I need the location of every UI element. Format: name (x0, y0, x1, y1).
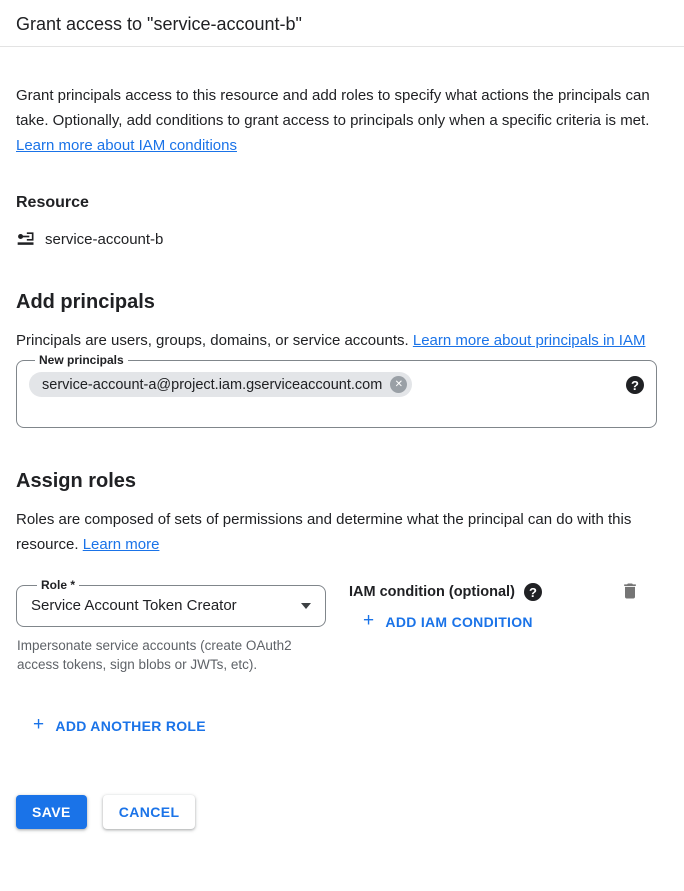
role-column (16, 578, 326, 674)
iam-condition-label: IAM condition (optional) (349, 584, 515, 600)
dialog-body (0, 83, 684, 736)
add-another-role-button[interactable] (33, 716, 206, 735)
role-select[interactable] (16, 578, 326, 627)
role-select-inner (31, 597, 313, 614)
iam-condition-help-icon[interactable]: ? (524, 583, 542, 601)
iam-condition-column (349, 578, 620, 632)
cancel-button[interactable]: CANCEL (103, 795, 196, 829)
dialog-title: Grant access to "service-account-b" (16, 14, 302, 34)
role-row (16, 578, 657, 674)
header-divider (0, 46, 684, 47)
trash-icon (620, 581, 640, 601)
new-principals-label: New principals (39, 353, 124, 367)
add-principals-description-text: Principals are users, groups, domains, or service accounts. (16, 332, 409, 349)
dialog-footer (0, 795, 684, 829)
intro-paragraph (16, 83, 657, 158)
role-select-label: Role * (41, 578, 76, 592)
role-selected-value: Service Account Token Creator (31, 597, 237, 614)
add-principals-heading: Add principals (16, 291, 155, 313)
add-principals-description (16, 328, 657, 353)
add-iam-condition-button[interactable] (363, 612, 533, 631)
dropdown-arrow-icon (301, 603, 311, 609)
assign-roles-heading: Assign roles (16, 470, 137, 492)
add-another-role-label: ADD ANOTHER ROLE (55, 717, 206, 734)
iam-conditions-link[interactable]: Learn more about IAM conditions (16, 137, 237, 154)
assign-roles-description (16, 507, 657, 557)
principal-chip-value: service-account-a@project.iam.gserviceaccount.com (42, 376, 383, 393)
dialog-header (0, 0, 684, 46)
resource-heading: Resource (16, 194, 89, 211)
principals-help-icon[interactable]: ? (626, 376, 644, 394)
plus-icon: + (363, 610, 375, 631)
save-button[interactable]: SAVE (16, 795, 87, 829)
plus-icon: + (33, 714, 45, 735)
principal-chip[interactable] (29, 372, 412, 397)
resource-row (16, 229, 657, 249)
intro-text: Grant principals access to this resource and add roles to specify what actions the principals can take. Optionally, add conditions to grant access to principals only when a specific criteria is met. (16, 87, 650, 129)
service-account-icon (16, 229, 36, 249)
add-iam-condition-label: ADD IAM CONDITION (385, 613, 533, 630)
resource-name: service-account-b (45, 230, 164, 248)
iam-condition-label-row (349, 583, 620, 601)
delete-role-button[interactable] (620, 581, 640, 601)
assign-roles-description-text: Roles are composed of sets of permissions and determine what the principal can do with this resource. (16, 511, 632, 553)
principals-learn-more-link[interactable]: Learn more about principals in IAM (412, 332, 646, 349)
role-helper-text: Impersonate service accounts (create OAuth2 access tokens, sign blobs or JWTs, etc). (17, 638, 292, 672)
new-principals-field[interactable] (16, 353, 657, 428)
roles-learn-more-link[interactable]: Learn more (82, 536, 160, 553)
chip-remove-icon[interactable]: ✕ (390, 376, 407, 393)
principals-chip-row (29, 372, 644, 397)
